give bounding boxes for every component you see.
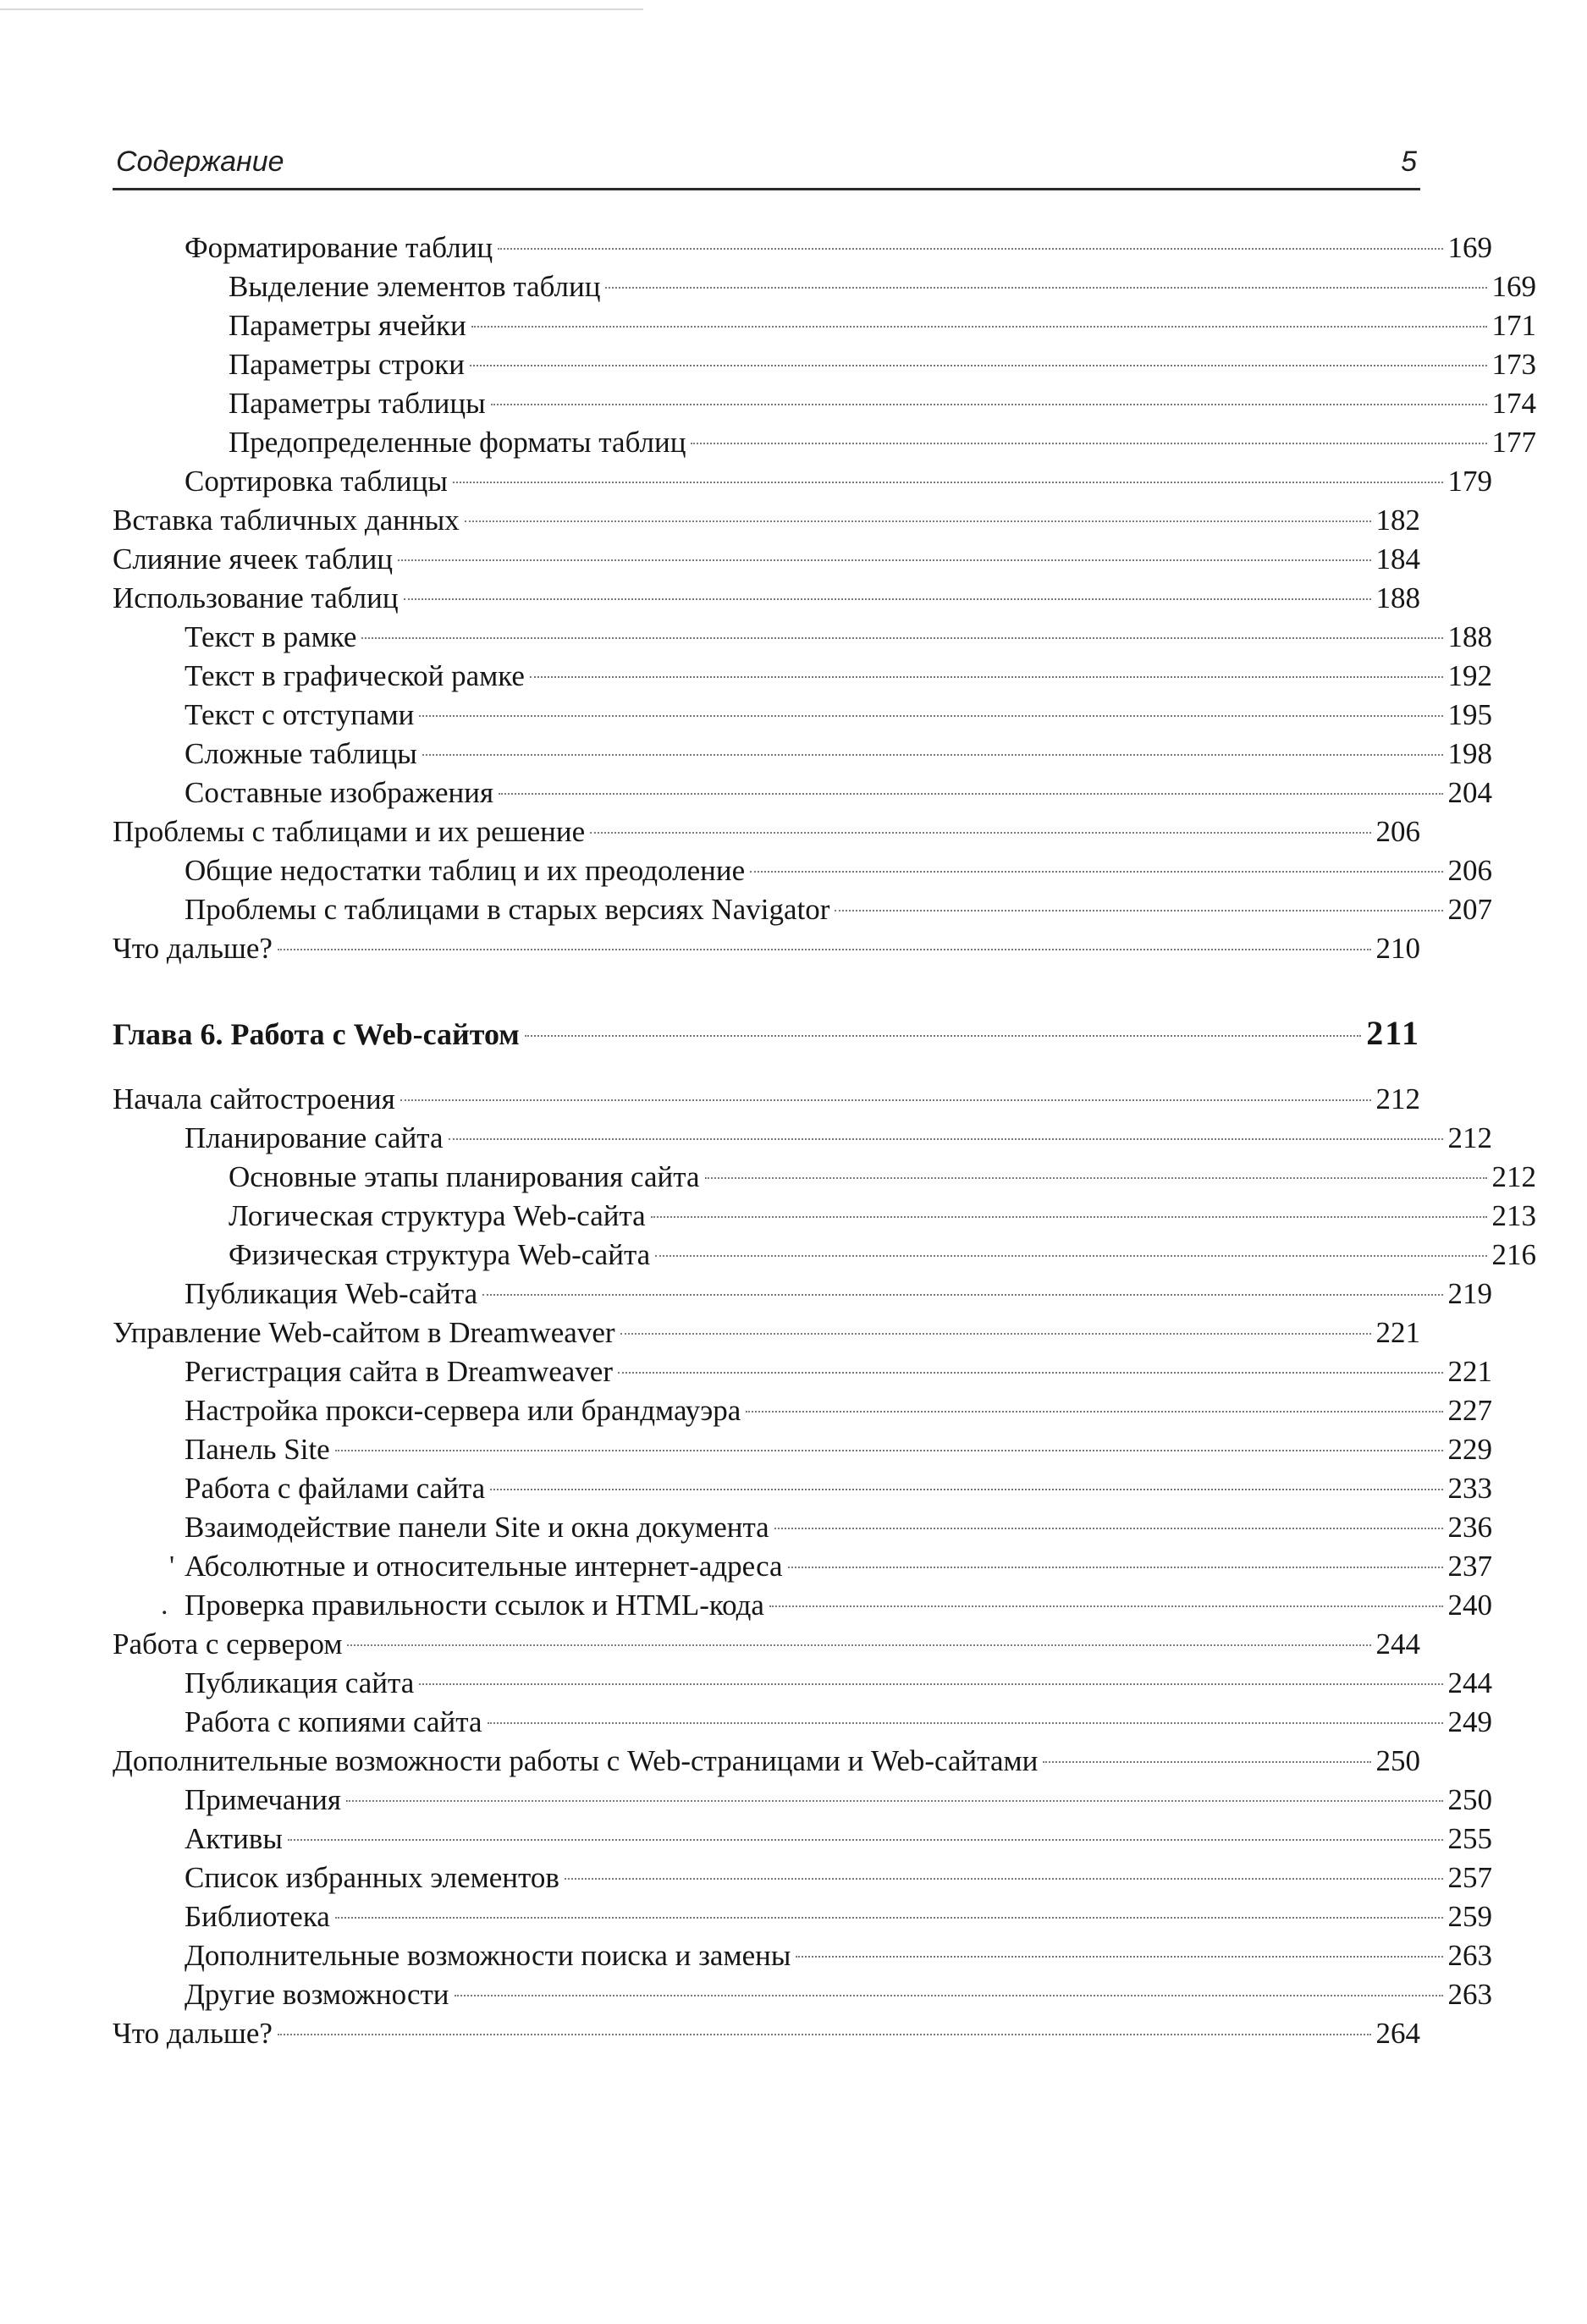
- toc-entry-page: 264: [1375, 2017, 1420, 2050]
- toc-entry: [113, 1119, 1492, 1158]
- toc-entry-title: Текст с отступами: [185, 698, 415, 731]
- toc-entry: [113, 1781, 1492, 1820]
- toc-entry-page: 192: [1447, 659, 1492, 692]
- toc-leader: [620, 1333, 1371, 1335]
- toc-entry: [113, 229, 1492, 267]
- toc-entry-page: 229: [1447, 1433, 1492, 1466]
- toc-entry-title: Основные этапы планирования сайта: [229, 1160, 700, 1193]
- toc-entry: [113, 618, 1492, 657]
- toc-entry-page: 219: [1447, 1277, 1492, 1310]
- toc-leader: [525, 1035, 1361, 1037]
- toc-leader: [498, 248, 1442, 250]
- toc-entry-title: Библиотека: [185, 1900, 330, 1933]
- toc-entry-page: 221: [1447, 1355, 1492, 1388]
- toc-entry-title: Составные изображения: [185, 776, 494, 809]
- toc-entry: [113, 1703, 1492, 1742]
- toc-entry-page: 174: [1491, 387, 1536, 420]
- toc-entry: [113, 657, 1492, 696]
- toc-entry-title: Другие возможности: [185, 1978, 449, 2011]
- toc-entry-page: 207: [1447, 893, 1492, 926]
- toc-entry-page: 173: [1491, 348, 1536, 381]
- toc-entry-title: Текст в рамке: [185, 620, 357, 653]
- toc-entry-title: Начала сайтостроения: [113, 1082, 395, 1115]
- running-header-title: Содержание: [116, 146, 284, 178]
- toc-leader: [691, 443, 1486, 444]
- toc-entry-page: 184: [1375, 542, 1420, 575]
- toc-entry: [113, 1897, 1492, 1936]
- toc-leader: [449, 1138, 1443, 1140]
- toc-entry-page: 171: [1491, 309, 1536, 342]
- toc-leader: [288, 1839, 1443, 1841]
- toc-entry-page: 210: [1375, 932, 1420, 965]
- toc-leader: [490, 1489, 1442, 1490]
- toc-entry-page: 212: [1491, 1160, 1536, 1193]
- toc-entry-page: 263: [1447, 1978, 1492, 2011]
- toc-entry: [113, 384, 1536, 423]
- toc-entry-title: Параметры ячейки: [229, 309, 466, 342]
- toc-chapter-page: 211: [1366, 1014, 1420, 1052]
- toc-leader: [471, 326, 1487, 328]
- toc-leader: [655, 1255, 1486, 1257]
- toc-entry-page: 236: [1447, 1511, 1492, 1544]
- toc-entry-title: Управление Web-сайтом в Dreamweaver: [113, 1316, 615, 1349]
- toc-entry-title: Общие недостатки таблиц и их преодоление: [185, 854, 746, 887]
- toc-entry-title: Что дальше?: [113, 2017, 273, 2050]
- toc-entry: [113, 1820, 1492, 1859]
- toc-leader: [482, 1294, 1442, 1296]
- toc-entry-page: 250: [1375, 1744, 1420, 1777]
- toc-leader: [746, 1411, 1442, 1413]
- toc-entry: [113, 1469, 1492, 1508]
- toc-leader: [491, 404, 1487, 405]
- toc-entry-page: 233: [1447, 1472, 1492, 1505]
- toc-entry: [113, 1275, 1492, 1313]
- toc-entry-page: 244: [1375, 1627, 1420, 1660]
- toc-entry-page: 195: [1447, 698, 1492, 731]
- toc-entry-title: Параметры строки: [229, 348, 466, 381]
- toc-entry-title: Активы: [185, 1822, 283, 1855]
- toc-entry: [113, 1080, 1420, 1119]
- running-header: [113, 146, 1420, 190]
- toc-leader: [453, 482, 1443, 483]
- toc-leader: [465, 520, 1371, 522]
- toc-entry: [113, 501, 1420, 540]
- toc-leader: [488, 1722, 1443, 1724]
- toc-entry-title: Выделение элементов таблиц: [229, 270, 601, 303]
- toc-entry: [113, 1313, 1420, 1352]
- toc-entry-title: Предопределенные форматы таблиц: [229, 426, 686, 459]
- toc-entry-page: 212: [1375, 1082, 1420, 1115]
- toc-leader: [419, 1683, 1442, 1685]
- toc-entry-page: 182: [1375, 504, 1420, 537]
- toc-leader: [470, 365, 1486, 366]
- toc-entry: [113, 1936, 1492, 1975]
- toc-entry-title: Примечания: [185, 1783, 342, 1816]
- toc-entry-title: Параметры таблицы: [229, 387, 486, 420]
- toc-entry: [113, 579, 1420, 618]
- toc-leader: [590, 832, 1370, 834]
- toc-entry: [113, 1158, 1536, 1197]
- toc-entry-page: 240: [1447, 1589, 1492, 1622]
- toc-leader: [774, 1528, 1443, 1529]
- toc-leader: [618, 1372, 1443, 1374]
- toc-leader: [346, 1800, 1442, 1802]
- toc-entry-title: Планирование сайта: [185, 1121, 444, 1154]
- toc-entry: [113, 851, 1492, 890]
- toc-leader: [400, 1099, 1371, 1101]
- toc-leader: [769, 1605, 1443, 1607]
- toc-entry: [113, 1664, 1492, 1703]
- toc-entry: [113, 1236, 1536, 1275]
- toc-entry-title: Сложные таблицы: [185, 737, 417, 770]
- toc-leader: [1043, 1761, 1370, 1763]
- toc-leader: [278, 2034, 1371, 2035]
- toc-chapter-title: Глава 6. Работа с Web-сайтом: [113, 1017, 520, 1051]
- toc-entry: [113, 1352, 1492, 1391]
- toc-entry-title: Дополнительные возможности поиска и замены: [185, 1939, 791, 1972]
- toc-leader: [347, 1644, 1370, 1646]
- toc-entry-title: Работа с сервером: [113, 1627, 343, 1660]
- toc-entry-page: 177: [1491, 426, 1536, 459]
- toc-entry: [113, 1508, 1492, 1547]
- toc-entry-title: Абсолютные и относительные интернет-адреса: [185, 1550, 783, 1583]
- toc-leader: [651, 1216, 1487, 1218]
- toc-entry: [113, 540, 1420, 579]
- scan-mark: .: [161, 1589, 168, 1621]
- toc-leader: [788, 1567, 1443, 1568]
- toc-entry-page: 257: [1447, 1861, 1492, 1894]
- toc-entry-title: Форматирование таблиц: [185, 231, 493, 264]
- toc-entry: [113, 774, 1492, 812]
- toc-entry-title: Проблемы с таблицами в старых версиях Navigator: [185, 893, 830, 926]
- toc-entry-title: Настройка прокси-сервера или брандмауэра: [185, 1394, 741, 1427]
- toc-entry-title: Физическая структура Web-сайта: [229, 1238, 651, 1271]
- toc-entry-page: 206: [1447, 854, 1492, 887]
- toc-entry-title: Регистрация сайта в Dreamweaver: [185, 1355, 613, 1388]
- toc-entry: [113, 267, 1536, 306]
- toc-leader: [530, 676, 1443, 678]
- toc-entry: [113, 1742, 1420, 1781]
- toc-entry-page: 204: [1447, 776, 1492, 809]
- toc-entry: [113, 1391, 1492, 1430]
- toc-entry: [113, 306, 1536, 345]
- toc-leader: [499, 793, 1442, 795]
- toc-leader: [422, 754, 1443, 756]
- toc-entry-title: Взаимодействие панели Site и окна документа: [185, 1511, 769, 1544]
- toc-leader: [278, 949, 1371, 950]
- toc-entry: [113, 1586, 1492, 1625]
- toc-entry-page: 188: [1447, 620, 1492, 653]
- toc-entry-title: Работа с копиями сайта: [185, 1705, 482, 1738]
- toc-entry-title: Что дальше?: [113, 932, 273, 965]
- toc-chapter-heading: [113, 1014, 1420, 1053]
- toc-entry-title: Слияние ячеек таблиц: [113, 542, 394, 575]
- toc-leader: [335, 1450, 1443, 1451]
- toc-entry-title: Использование таблиц: [113, 581, 399, 614]
- toc-entry-page: 255: [1447, 1822, 1492, 1855]
- scan-edge-line: [0, 8, 643, 10]
- toc-entry-title: Сортировка таблицы: [185, 465, 448, 498]
- toc-leader: [398, 559, 1370, 561]
- toc-entry: [113, 890, 1492, 929]
- toc-entry-title: Публикация Web-сайта: [185, 1277, 478, 1310]
- toc-entry-title: Работа с файлами сайта: [185, 1472, 486, 1505]
- toc-entry-page: 206: [1375, 815, 1420, 848]
- toc-entry-page: 216: [1491, 1238, 1536, 1271]
- toc-entry-page: 169: [1447, 231, 1492, 264]
- toc-leader: [455, 1995, 1443, 1996]
- toc-entry: [113, 735, 1492, 774]
- toc-entry-page: 221: [1375, 1316, 1420, 1349]
- toc-entry: [113, 1430, 1492, 1469]
- toc-entry-page: 244: [1447, 1666, 1492, 1699]
- toc-entry-title: Проблемы с таблицами и их решение: [113, 815, 586, 848]
- toc-entry-title: Текст в графической рамке: [185, 659, 525, 692]
- toc-entry-page: 188: [1375, 581, 1420, 614]
- toc-leader: [361, 637, 1442, 639]
- toc-entry-title: Проверка правильности ссылок и HTML-кода: [185, 1589, 764, 1622]
- toc-entry-page: 227: [1447, 1394, 1492, 1427]
- toc-entry-page: 249: [1447, 1705, 1492, 1738]
- toc-entry-page: 169: [1491, 270, 1536, 303]
- toc-leader: [605, 287, 1486, 289]
- toc-entry-title: Вставка табличных данных: [113, 504, 460, 537]
- toc-entry-page: 259: [1447, 1900, 1492, 1933]
- toc-entry-page: 250: [1447, 1783, 1492, 1816]
- toc-leader: [750, 871, 1442, 873]
- toc-entry: [113, 345, 1536, 384]
- toc-leader: [705, 1177, 1487, 1179]
- toc-entry: [113, 2014, 1420, 2053]
- toc-leader: [835, 910, 1442, 911]
- toc-leader: [796, 1956, 1442, 1958]
- toc-entry-title: Логическая структура Web-сайта: [229, 1199, 646, 1232]
- page-number: 5: [1401, 146, 1417, 178]
- scan-mark: ': [169, 1550, 175, 1582]
- toc-entry-title: Панель Site: [185, 1433, 330, 1466]
- toc-entry-page: 213: [1491, 1199, 1536, 1232]
- toc-entry-page: 263: [1447, 1939, 1492, 1972]
- toc-entry-page: 212: [1447, 1121, 1492, 1154]
- toc-leader: [404, 598, 1371, 600]
- toc-entry-page: 198: [1447, 737, 1492, 770]
- toc-entry-title: Дополнительные возможности работы с Web-страницами и Web-сайтами: [113, 1744, 1039, 1777]
- toc-entry: [113, 1859, 1492, 1897]
- toc-leader: [335, 1917, 1443, 1919]
- toc-entry: [113, 1197, 1536, 1236]
- toc-entry-title: Публикация сайта: [185, 1666, 415, 1699]
- toc-leader: [565, 1878, 1443, 1880]
- toc-entry: [113, 1975, 1492, 2014]
- toc-entry: [113, 812, 1420, 851]
- toc-entry-title: Список избранных элементов: [185, 1861, 559, 1894]
- toc-entry: [113, 462, 1492, 501]
- toc-entry: [113, 1625, 1420, 1664]
- toc-entry-page: 179: [1447, 465, 1492, 498]
- toc-entry: [113, 929, 1420, 968]
- toc-entry: [113, 423, 1536, 462]
- toc-entry: [113, 1547, 1492, 1586]
- toc-entry: [113, 696, 1492, 735]
- toc-leader: [419, 715, 1442, 717]
- toc-entry-page: 237: [1447, 1550, 1492, 1583]
